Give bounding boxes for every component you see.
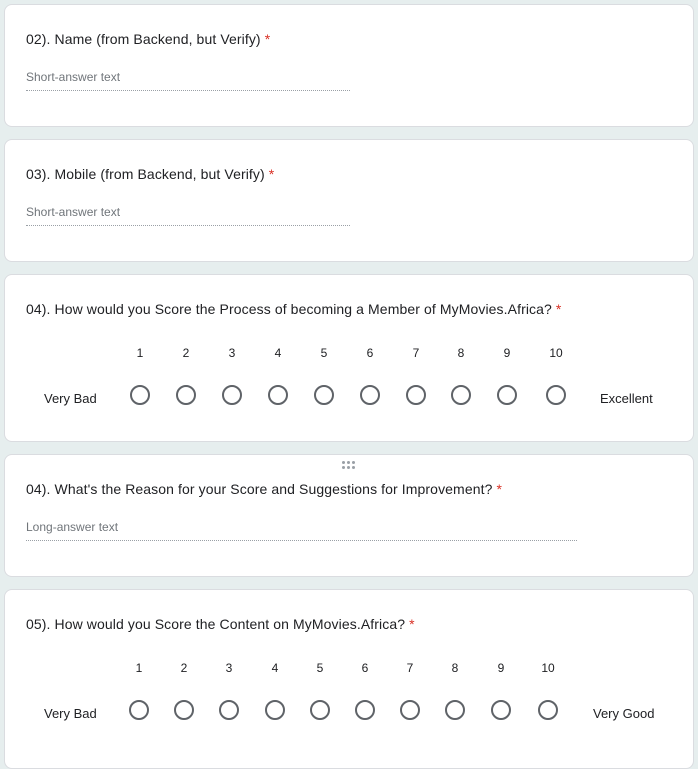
- scale-radio-7[interactable]: [406, 385, 426, 405]
- question-title-text: 04). How would you Score the Process of becoming a Member of MyMovies.Africa?: [26, 301, 552, 317]
- scale-radio-10[interactable]: [546, 385, 566, 405]
- required-asterisk: *: [555, 301, 562, 317]
- question-title-text: 04). What's the Reason for your Score and Suggestions for Improvement?: [26, 481, 493, 497]
- question-title: [26, 616, 415, 632]
- scale-radio-10[interactable]: [538, 700, 558, 720]
- scale-low-label: Very Bad: [44, 706, 97, 721]
- scale-number: 1: [136, 346, 144, 360]
- scale-number: 6: [366, 346, 374, 360]
- scale-high-label: Very Good: [593, 706, 655, 721]
- scale-radio-4[interactable]: [265, 700, 285, 720]
- scale-high-label: Excellent: [600, 391, 653, 406]
- scale-radio-8[interactable]: [445, 700, 465, 720]
- long-answer-field[interactable]: [26, 520, 577, 541]
- scale-number: 4: [274, 346, 282, 360]
- question-card-reason: [4, 454, 694, 577]
- scale-radio-2[interactable]: [176, 385, 196, 405]
- scale-radio-9[interactable]: [497, 385, 517, 405]
- question-card-mobile: [4, 139, 694, 262]
- scale-radio-6[interactable]: [360, 385, 380, 405]
- question-card-membership-score: [4, 274, 694, 442]
- required-asterisk: *: [496, 481, 503, 497]
- short-answer-field[interactable]: [26, 205, 350, 226]
- scale-number: 1: [135, 661, 143, 675]
- scale-low-label: Very Bad: [44, 391, 97, 406]
- required-asterisk: *: [409, 616, 415, 632]
- scale-radio-8[interactable]: [451, 385, 471, 405]
- question-card-name: [4, 4, 694, 127]
- answer-placeholder: Short-answer text: [26, 205, 121, 219]
- scale-number: 8: [451, 661, 459, 675]
- scale-number: 3: [228, 346, 236, 360]
- required-asterisk: *: [268, 166, 275, 182]
- question-card-content-score: [4, 589, 694, 769]
- scale-number: 8: [457, 346, 465, 360]
- scale-radio-4[interactable]: [268, 385, 288, 405]
- scale-number: 9: [497, 661, 505, 675]
- scale-radio-1[interactable]: [129, 700, 149, 720]
- scale-number: 6: [361, 661, 369, 675]
- question-title-text: 02). Name (from Backend, but Verify): [26, 31, 261, 47]
- scale-number: 10: [541, 661, 555, 675]
- scale-number: 9: [503, 346, 511, 360]
- scale-radio-2[interactable]: [174, 700, 194, 720]
- question-title: [26, 166, 274, 182]
- question-title: [26, 31, 270, 47]
- answer-placeholder: Long-answer text: [26, 520, 119, 534]
- scale-number: 5: [320, 346, 328, 360]
- scale-number: 5: [316, 661, 324, 675]
- required-asterisk: *: [264, 31, 271, 47]
- scale-number: 7: [406, 661, 414, 675]
- answer-placeholder: Short-answer text: [26, 70, 121, 84]
- scale-number: 2: [180, 661, 188, 675]
- scale-number: 3: [225, 661, 233, 675]
- question-title-text: 03). Mobile (from Backend, but Verify): [26, 166, 265, 182]
- scale-radio-5[interactable]: [310, 700, 330, 720]
- scale-radio-1[interactable]: [130, 385, 150, 405]
- scale-radio-5[interactable]: [314, 385, 334, 405]
- scale-number: 10: [549, 346, 563, 360]
- question-title-text: 05). How would you Score the Content on MyMovies.Africa?: [26, 616, 406, 632]
- scale-radio-3[interactable]: [219, 700, 239, 720]
- scale-number: 4: [271, 661, 279, 675]
- scale-radio-6[interactable]: [355, 700, 375, 720]
- scale-radio-3[interactable]: [222, 385, 242, 405]
- scale-radio-9[interactable]: [491, 700, 511, 720]
- question-title: [26, 481, 502, 497]
- drag-handle-icon[interactable]: [342, 461, 358, 469]
- scale-number: 2: [182, 346, 190, 360]
- scale-number: 7: [412, 346, 420, 360]
- question-title: [26, 301, 561, 317]
- scale-radio-7[interactable]: [400, 700, 420, 720]
- short-answer-field[interactable]: [26, 70, 350, 91]
